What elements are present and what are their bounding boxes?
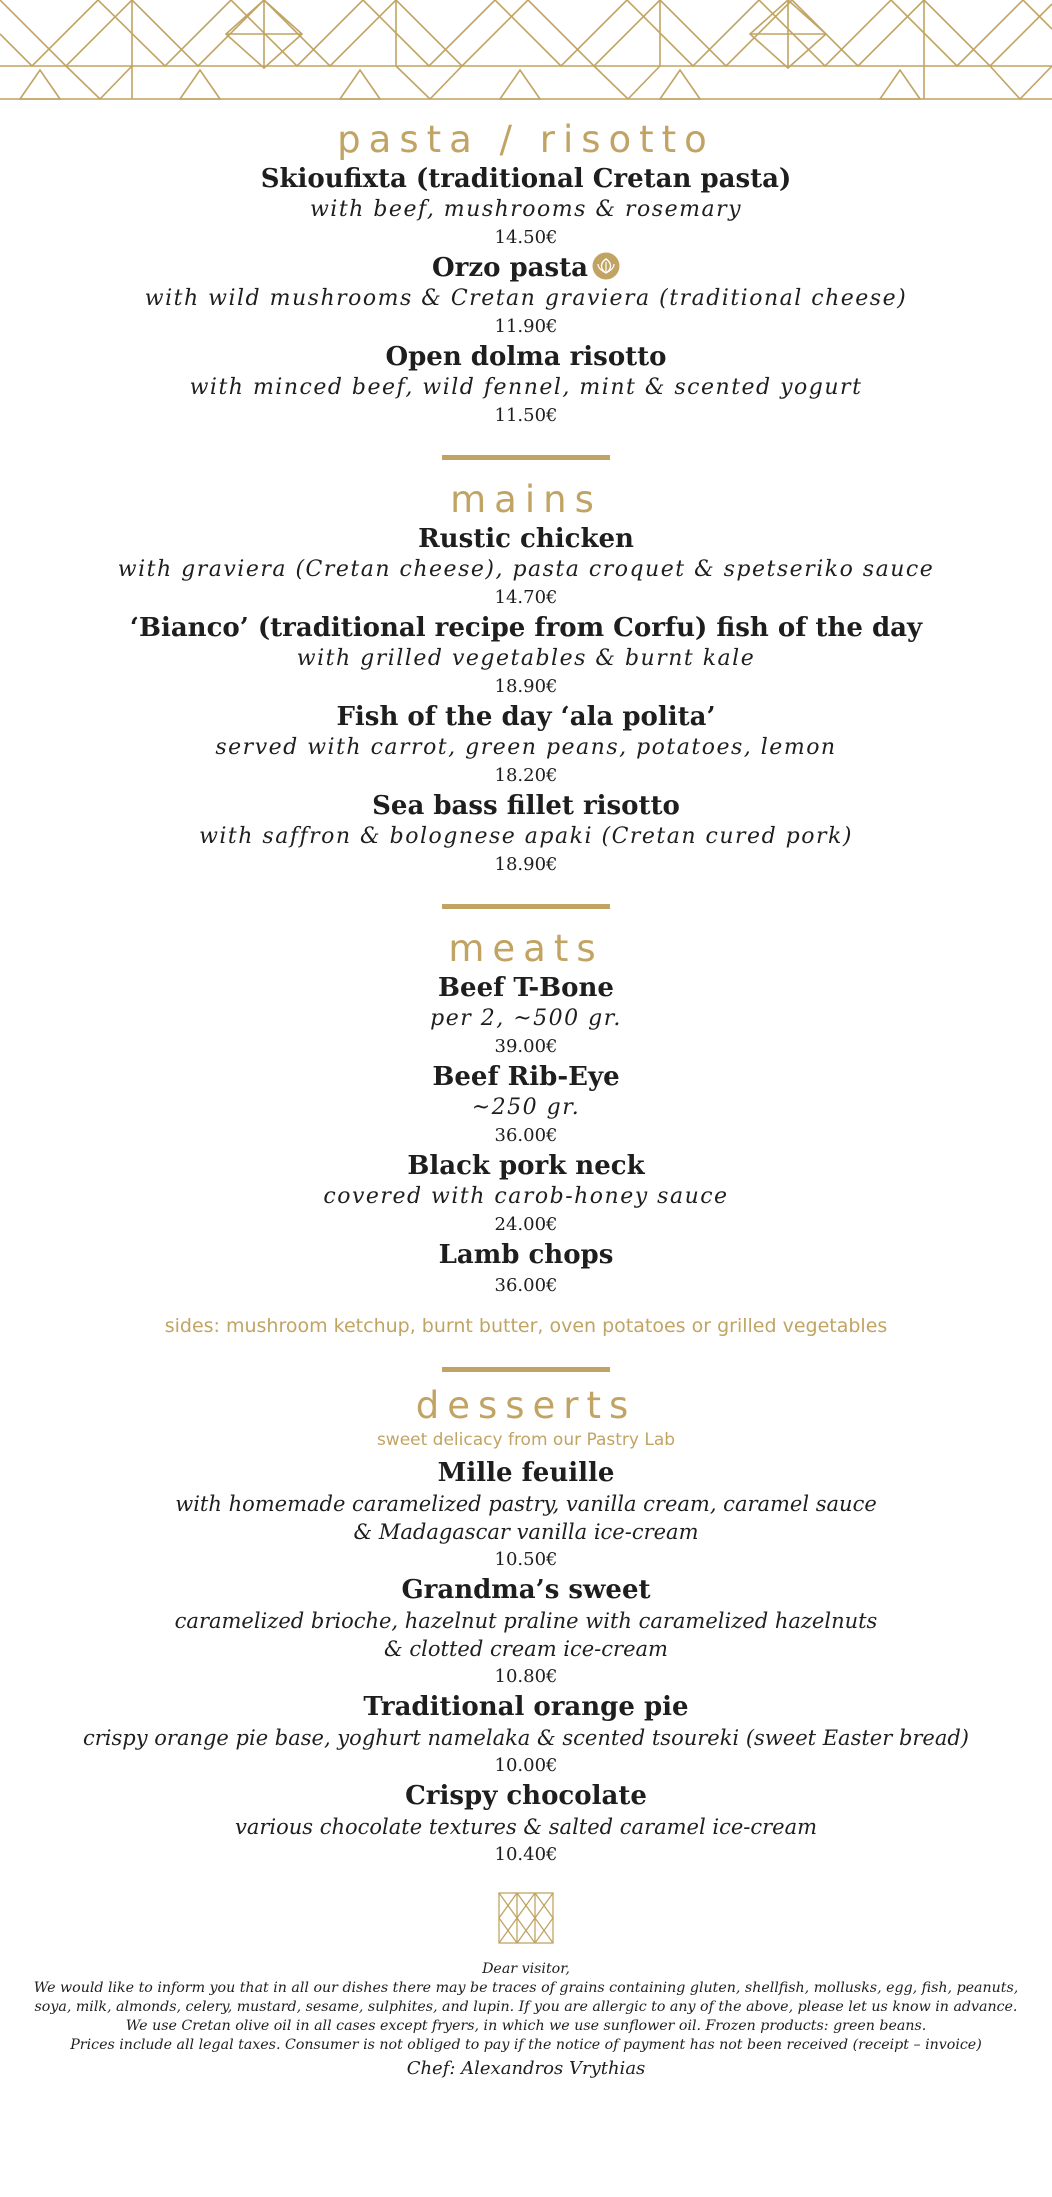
item-description-line2: & clotted cream ice-cream	[384, 1637, 668, 1661]
item-description: covered with carob-honey sauce	[323, 1184, 729, 1209]
item-name: Rustic chicken	[418, 524, 634, 554]
item-name: Grandma’s sweet	[401, 1575, 651, 1605]
section-pasta-risotto	[0, 118, 1052, 460]
item-name: Beef T-Bone	[438, 973, 614, 1003]
item-price: 11.50€	[494, 405, 558, 426]
menu-item	[0, 700, 1052, 789]
menu-item	[0, 971, 1052, 1060]
item-name: Mille feuille	[437, 1458, 615, 1488]
item-name: Sea bass fillet risotto	[372, 791, 680, 821]
menu-item	[0, 162, 1052, 251]
menu-item	[0, 340, 1052, 429]
item-name: Fish of the day ‘ala polita’	[336, 702, 716, 732]
section-divider	[442, 904, 610, 909]
item-description: with beef, mushrooms & rosemary	[309, 197, 743, 222]
menu-item	[0, 1149, 1052, 1238]
section-subtitle: sweet delicacy from our Pastry Lab	[376, 1430, 676, 1450]
vegetarian-leaf-icon	[592, 252, 620, 280]
section-meats	[0, 927, 1052, 1372]
item-name: Crispy chocolate	[405, 1781, 647, 1811]
item-name: Open dolma risotto	[385, 342, 667, 372]
item-description: with wild mushrooms & Cretan graviera (traditional cheese)	[144, 286, 908, 311]
item-description: caramelized brioche, hazelnut praline with caramelized hazelnuts	[174, 1609, 878, 1633]
item-price: 24.00€	[494, 1214, 558, 1235]
footer-emblem-icon	[498, 1892, 554, 1944]
footer-line: We would like to inform you that in all our dishes there may be traces of grains containing gluten, shellfish, mollusks, egg, fish, peanuts,	[33, 1980, 1019, 1996]
item-price: 11.90€	[494, 316, 558, 337]
menu-item	[0, 1690, 1052, 1779]
footer-line: Prices include all legal taxes. Consumer is not obliged to pay if the notice of payment has not been received (receipt – invoice)	[70, 2037, 982, 2053]
item-description: served with carrot, green peans, potatoes, lemon	[215, 735, 837, 760]
menu-item	[0, 1456, 1052, 1573]
section-divider	[442, 1367, 610, 1372]
item-name: Skioufixta (traditional Cretan pasta)	[260, 164, 792, 194]
menu-item	[0, 1573, 1052, 1690]
item-description: with graviera (Cretan cheese), pasta croquet & spetseriko sauce	[117, 557, 935, 582]
item-name-wrapper	[0, 251, 1052, 285]
item-price: 18.90€	[494, 854, 558, 875]
item-description: with homemade caramelized pastry, vanilla cream, caramel sauce	[175, 1492, 877, 1516]
item-description: various chocolate textures & salted caramel ice-cream	[234, 1815, 818, 1839]
item-description-line2: & Madagascar vanilla ice-cream	[353, 1520, 699, 1544]
item-description: with saffron & bolognese apaki (Cretan cured pork)	[199, 824, 853, 849]
item-price: 39.00€	[494, 1036, 558, 1057]
section-title-meats: meats	[448, 927, 604, 970]
menu-item	[0, 1779, 1052, 1868]
section-divider	[442, 455, 610, 460]
item-description: per 2, ~500 gr.	[430, 1006, 622, 1031]
item-description: with minced beef, wild fennel, mint & scented yogurt	[189, 375, 863, 400]
item-price: 18.90€	[494, 676, 558, 697]
item-price: 18.20€	[494, 765, 558, 786]
item-name: Traditional orange pie	[363, 1692, 689, 1722]
item-name: Lamb chops	[438, 1240, 614, 1270]
menu-item	[0, 522, 1052, 611]
menu-item	[0, 611, 1052, 700]
item-description: ~250 gr.	[471, 1095, 581, 1120]
menu-item	[0, 1060, 1052, 1149]
item-name: Black pork neck	[407, 1151, 645, 1181]
section-title-mains: mains	[450, 478, 602, 521]
item-price: 36.00€	[494, 1125, 558, 1146]
header-geometric-pattern	[0, 0, 1052, 100]
item-price: 10.00€	[494, 1755, 558, 1776]
section-title-desserts: desserts	[415, 1384, 637, 1427]
item-price: 14.50€	[494, 227, 558, 248]
allergen-footer	[0, 1960, 1052, 2081]
item-name: Beef Rib-Eye	[432, 1062, 620, 1092]
chef-signature: Chef: Alexandros Vrythias	[406, 2058, 646, 2079]
footer-line: soya, milk, almonds, celery, mustard, sesame, sulphites, and lupin. If you are allergic to any of the above, please let us know in advance.	[34, 1999, 1018, 2015]
section-desserts	[0, 1384, 1052, 1868]
item-name: Orzo pasta	[431, 253, 589, 283]
item-price: 14.70€	[494, 587, 558, 608]
item-description: crispy orange pie base, yoghurt namelaka & scented tsoureki (sweet Easter bread)	[82, 1726, 970, 1750]
section-mains	[0, 478, 1052, 909]
item-price: 36.00€	[494, 1275, 558, 1296]
item-price: 10.50€	[494, 1549, 558, 1570]
item-description: with grilled vegetables & burnt kale	[296, 646, 756, 671]
menu-content	[0, 118, 1052, 2081]
sides-note: sides: mushroom ketchup, burnt butter, oven potatoes or grilled vegetables	[164, 1315, 888, 1337]
item-price: 10.80€	[494, 1666, 558, 1687]
menu-item	[0, 1238, 1052, 1299]
footer-greeting: Dear visitor,	[482, 1961, 570, 1977]
item-name: ‘Bianco’ (traditional recipe from Corfu) fish of the day	[129, 613, 923, 643]
section-title-pasta: pasta / risotto	[337, 118, 715, 161]
menu-item	[0, 251, 1052, 340]
menu-item	[0, 789, 1052, 878]
footer-line: We use Cretan olive oil in all cases except fryers, in which we use sunflower oil. Frozen products: green beans.	[125, 2018, 927, 2034]
item-price: 10.40€	[494, 1844, 558, 1865]
